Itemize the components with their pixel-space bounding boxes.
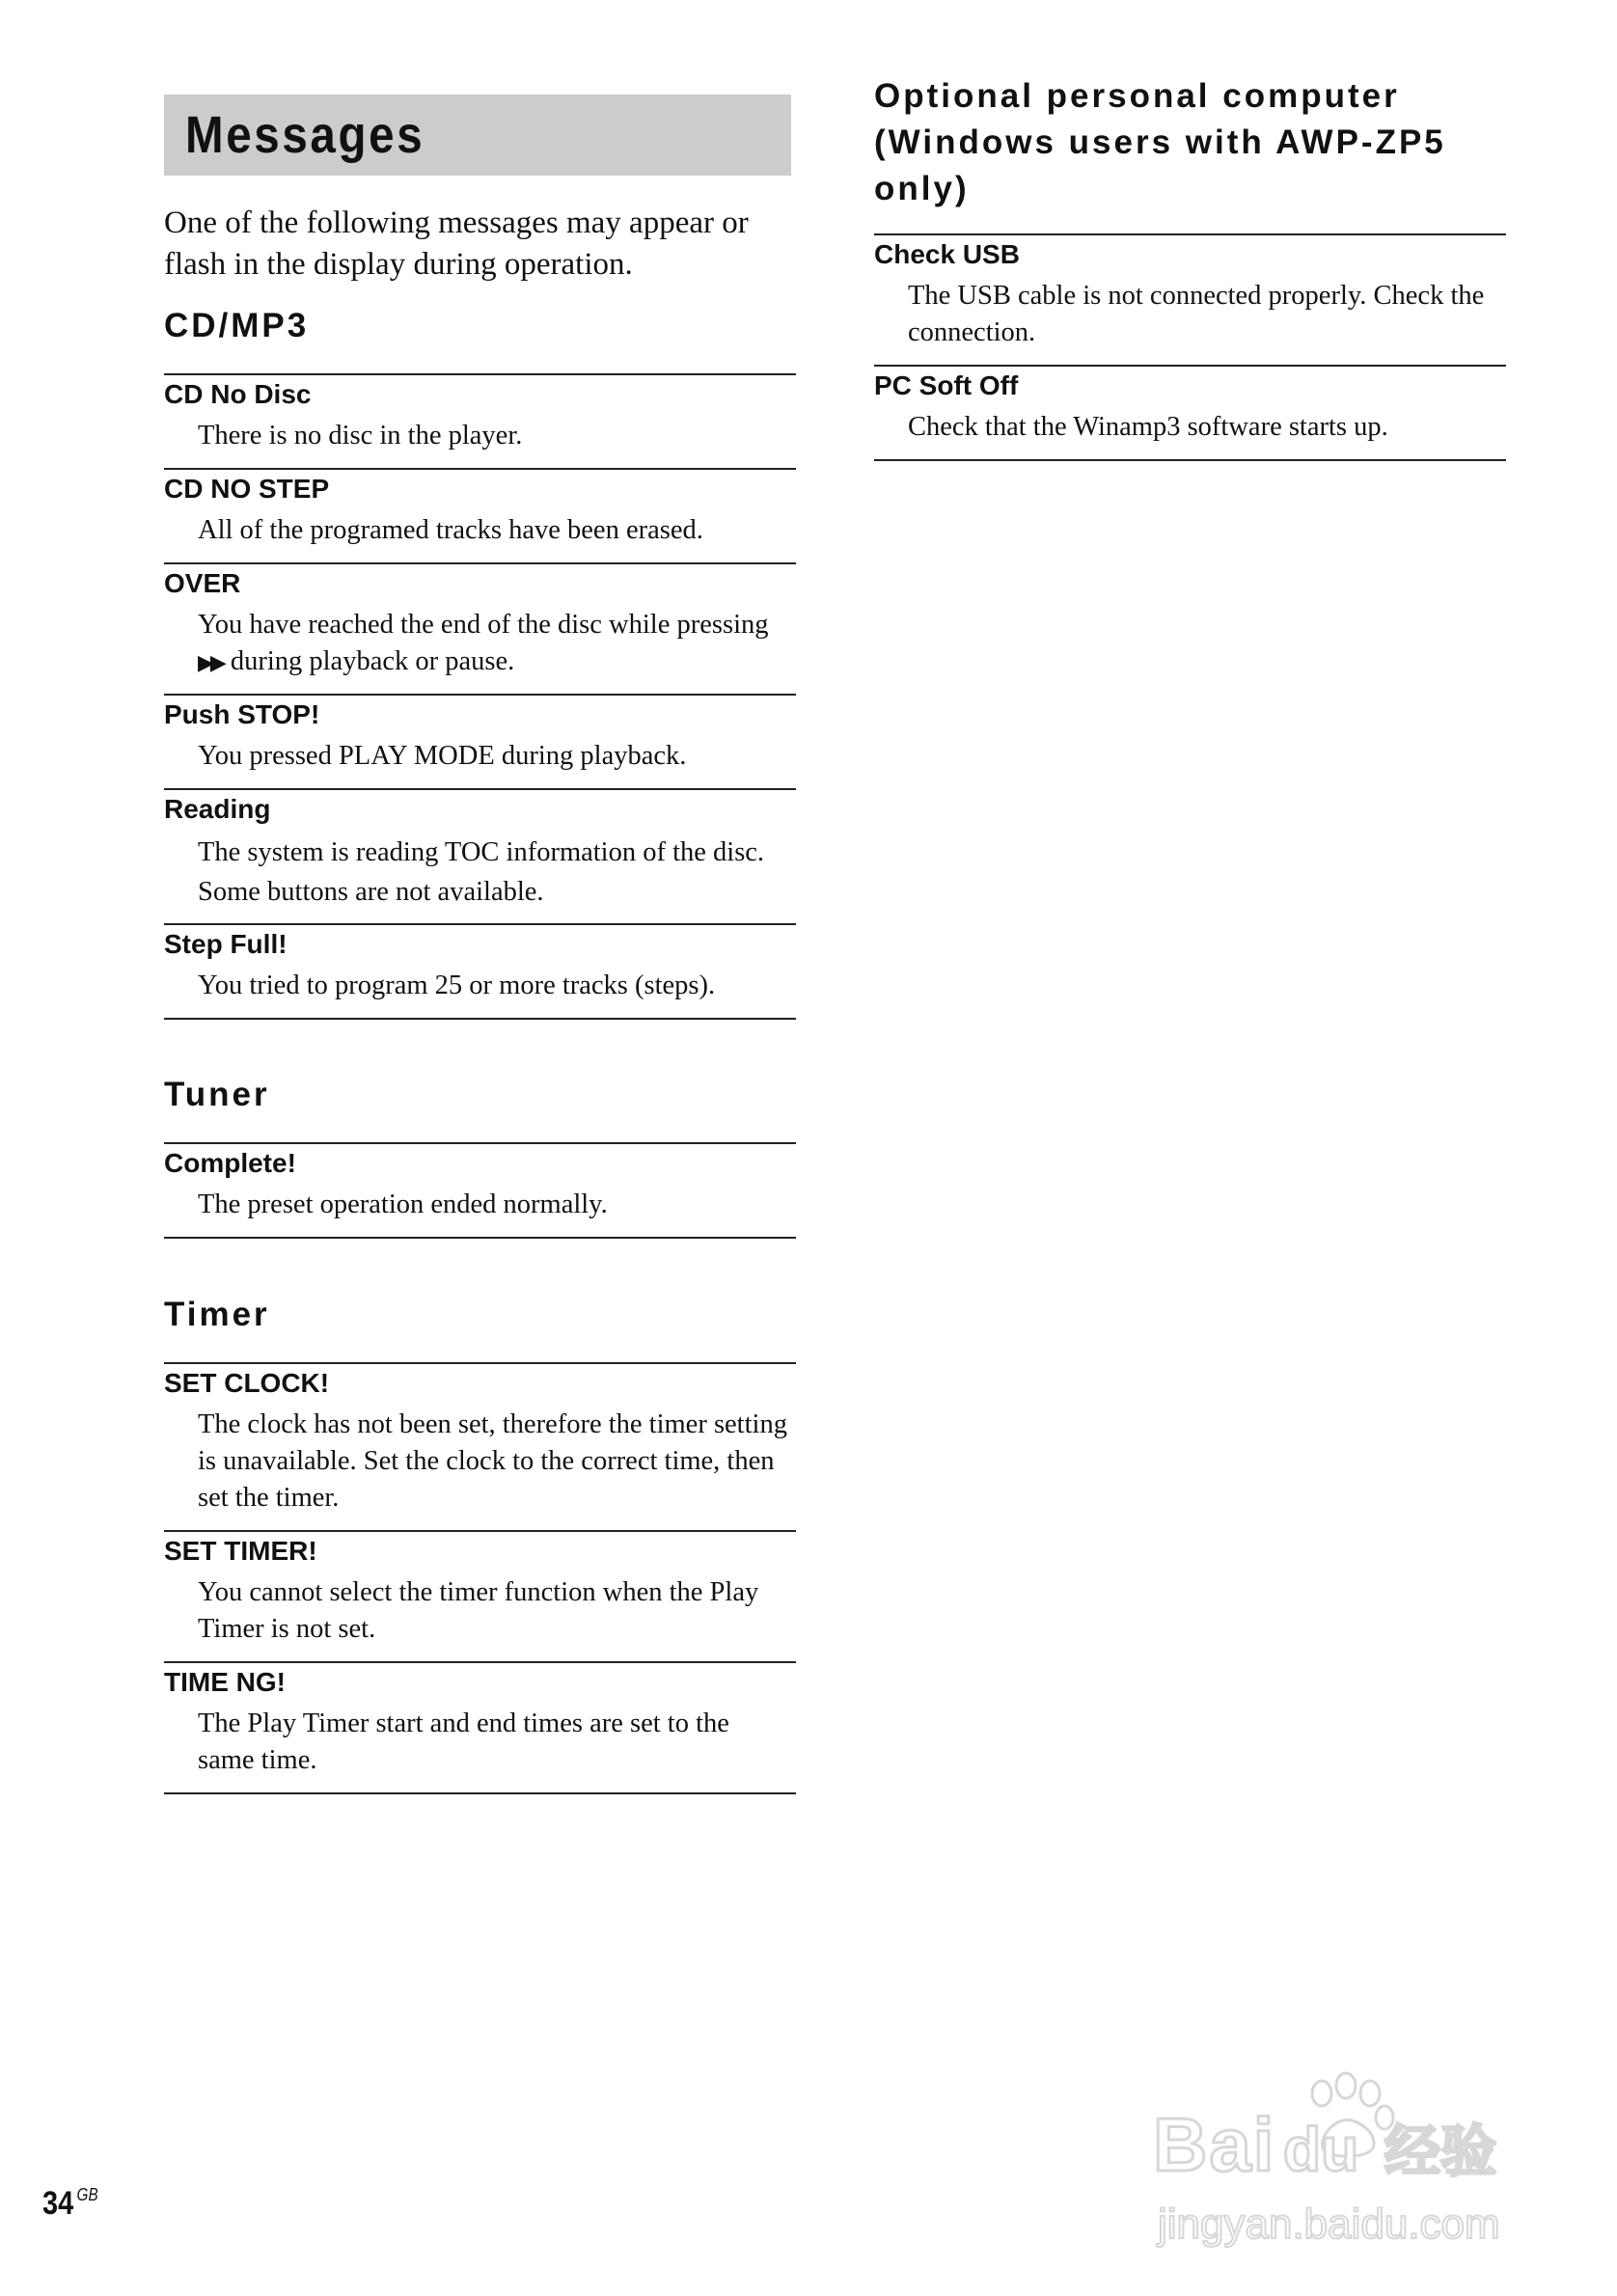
message-head: CD NO STEP [164, 474, 330, 504]
message-head: OVER [164, 568, 241, 598]
message-entry [164, 1661, 796, 1792]
message-entry [164, 1362, 796, 1530]
section-title-line: Optional personal computer [874, 77, 1400, 115]
section-divider [164, 1792, 796, 1794]
section-title-optional-pc [874, 73, 1446, 212]
section-title-line: (Windows users with AWP-ZP5 [874, 123, 1446, 161]
message-entry [164, 468, 796, 562]
message-head: Step Full! [164, 929, 288, 959]
page-number-value: 34 [42, 2185, 74, 2222]
message-entry [164, 694, 796, 788]
page-number-suffix: GB [76, 2185, 98, 2204]
message-head: Reading [164, 794, 271, 824]
svg-text:经验: 经验 [1384, 2118, 1497, 2184]
message-body: There is no disc in the player. [198, 421, 523, 451]
section-title-cd-mp3: CD/MP3 [164, 307, 310, 344]
message-body: You cannot select the timer function when the Play Timer is not set. [198, 1577, 759, 1644]
fast-forward-icon: ▶▶ [198, 651, 223, 675]
message-head: Push STOP! [164, 699, 320, 729]
message-entry [164, 788, 796, 923]
page-number [42, 2185, 98, 2223]
section-title-timer: Timer [164, 1296, 270, 1333]
svg-text:du: du [1283, 2115, 1359, 2184]
svg-text:jingyan.baidu.com: jingyan.baidu.com [1158, 2200, 1500, 2248]
page-title: Messages [185, 106, 425, 164]
message-entry [164, 1530, 796, 1661]
baidu-watermark-logo [1153, 2064, 1539, 2257]
message-body: The clock has not been set, therefore the timer setting is unavailable. Set the clock to the correct time, then set the timer. [198, 1409, 787, 1513]
page-title-box [164, 95, 791, 176]
message-head: PC Soft Off [874, 370, 1019, 400]
message-body: You tried to program 25 or more tracks (steps). [198, 970, 716, 1000]
section-divider [164, 1018, 796, 1020]
message-body-text: You have reached the end of the disc while pressing [198, 610, 769, 640]
message-entry [874, 365, 1506, 459]
section-divider [164, 1237, 796, 1239]
section-title-tuner: Tuner [164, 1076, 270, 1113]
message-body: The system is reading TOC information of the disc. Some buttons are not available. [198, 837, 765, 907]
message-body-text: during playback or pause. [230, 646, 515, 676]
section-title-line: only) [874, 170, 970, 207]
message-head: SET CLOCK! [164, 1368, 330, 1398]
message-entry [164, 562, 796, 694]
svg-text:Bai: Bai [1153, 2102, 1276, 2187]
message-body: The USB cable is not connected properly. Check the connection. [908, 281, 1485, 347]
message-body: Check that the Winamp3 software starts up. [908, 412, 1388, 442]
message-entry [164, 923, 796, 1018]
section-divider [874, 459, 1506, 461]
message-entry [164, 373, 796, 468]
intro-text: One of the following messages may appear or flash in the display during operation. [164, 205, 749, 282]
message-head: TIME NG! [164, 1667, 286, 1697]
message-head: SET TIMER! [164, 1536, 317, 1566]
message-entry [874, 233, 1506, 365]
message-head: CD No Disc [164, 379, 312, 409]
message-body: You pressed PLAY MODE during playback. [198, 741, 687, 771]
message-head: Complete! [164, 1148, 296, 1178]
message-head: Check USB [874, 239, 1020, 269]
message-body [198, 607, 796, 682]
message-body: All of the programed tracks have been erased. [198, 515, 703, 545]
message-entry [164, 1142, 796, 1237]
message-body: The preset operation ended normally. [198, 1189, 608, 1219]
message-body: The Play Timer start and end times are set to the same time. [198, 1708, 729, 1775]
